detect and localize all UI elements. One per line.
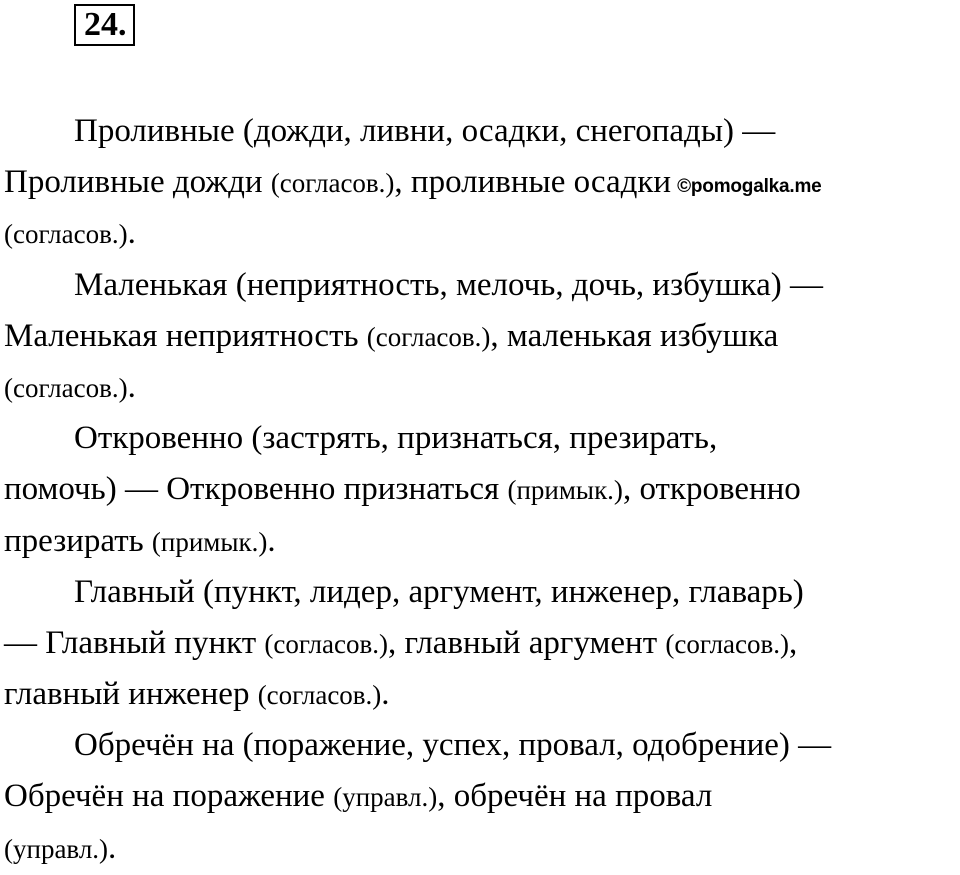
paragraph [4,106,954,260]
relation-note: (примык.) [507,475,623,506]
text-line [4,771,954,822]
text-fragment: . [127,215,136,252]
text-fragment: Маленькая неприятность [4,317,367,354]
task-number: 24. [74,4,135,46]
text-line [4,618,954,669]
text-line [4,567,954,618]
text-fragment: презирать [4,522,152,559]
text-line [4,157,954,208]
text-fragment: Обречён на поражение [4,778,334,815]
text-fragment: . [267,522,276,559]
paragraph [4,413,954,567]
text-fragment: , откровенно [622,471,801,508]
text-line [4,362,954,413]
relation-note: (управл.) [4,833,109,864]
relation-note: (управл.) [333,782,438,813]
text-fragment: Главный (пункт, лидер, аргумент, инженер, главарь) [74,573,804,610]
text-line [4,208,954,259]
text-line [4,260,954,311]
paragraph [4,567,954,721]
text-fragment: Проливные дожди [4,164,271,201]
text-fragment: Откровенно (застрять, признаться, презирать, [74,420,718,457]
text-fragment: Проливные (дожди, ливни, осадки, снегопады) — [74,113,776,149]
text-line [4,669,954,720]
paragraph [4,260,954,414]
text-fragment: главный инженер [4,676,258,713]
text-line [4,823,954,874]
relation-note: (примык.) [151,526,268,557]
text-fragment: Обречён на (поражение, успех, провал, одобрение) — [74,727,832,764]
paragraph [4,720,954,874]
watermark: ©pomogalka.me [677,176,822,198]
text-fragment: . [127,368,136,405]
text-line [4,311,954,362]
text-fragment: помочь) — Откровенно признаться [4,471,508,508]
text-fragment: , обречён на провал [437,778,713,815]
relation-note: (согласов.) [264,628,388,659]
relation-note: (согласов.) [257,680,382,711]
text-fragment: , маленькая избушка [490,317,779,354]
text-line [4,720,954,771]
relation-note: (согласов.) [270,168,395,199]
answer-text [4,106,954,874]
text-fragment: , главный аргумент [387,624,666,661]
text-fragment: — Главный пункт [4,624,265,661]
text-line [4,516,954,567]
text-line [4,464,954,515]
text-fragment: . [381,676,390,713]
text-line [4,413,954,464]
relation-note: (согласов.) [665,628,789,659]
text-fragment: , [789,624,798,661]
text-fragment: , проливные осадки [394,164,672,201]
text-fragment: . [108,829,117,866]
relation-note: (согласов.) [4,372,128,403]
relation-note: (согласов.) [366,321,491,352]
text-line [4,106,954,157]
text-fragment: Маленькая (неприятность, мелочь, дочь, избушка) — [74,266,823,303]
relation-note: (согласов.) [4,219,128,250]
